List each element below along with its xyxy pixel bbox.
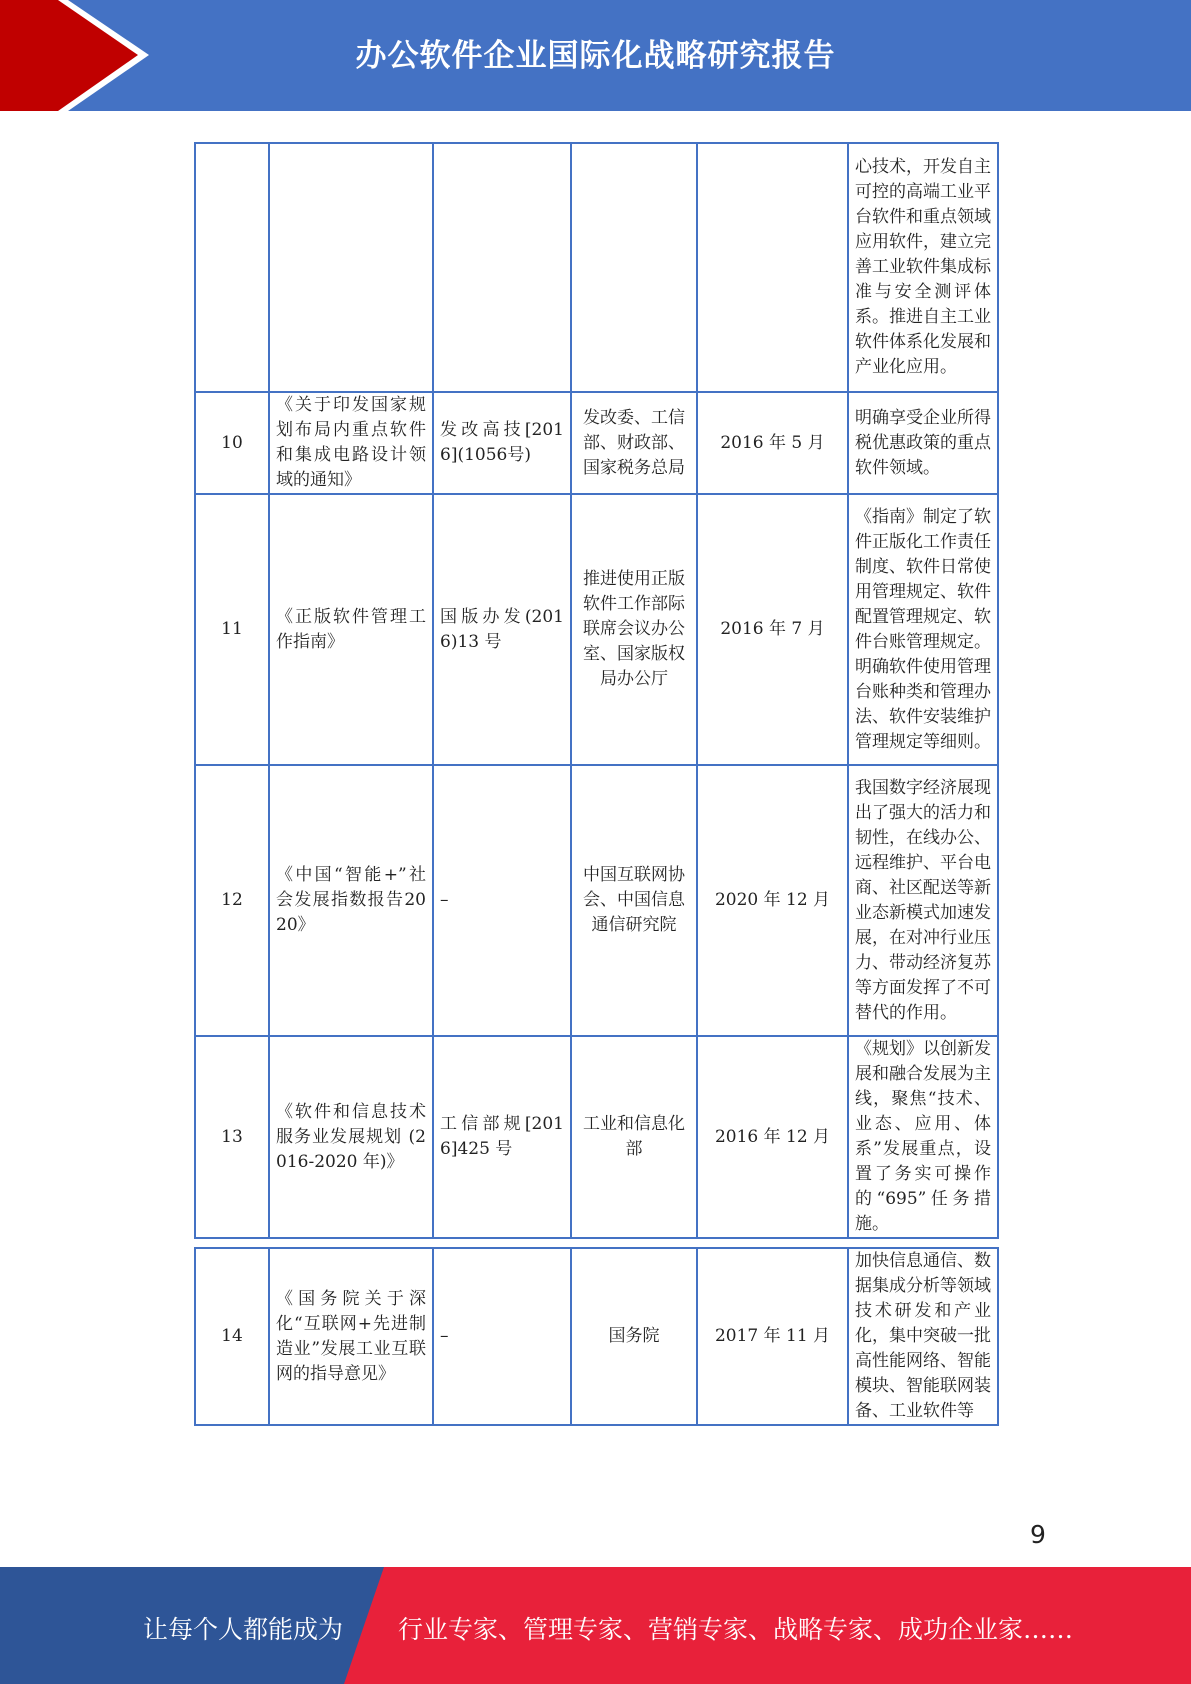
row-number: 13 <box>195 1036 269 1238</box>
issue-date: 2017 年 11 月 <box>697 1248 848 1425</box>
table-row <box>195 392 998 494</box>
policy-name <box>269 143 433 392</box>
table-row <box>195 143 998 392</box>
document-number: 发改高技[2016](1056号) <box>433 392 571 494</box>
document-number <box>433 143 571 392</box>
document-number: 国版办发(2016)13 号 <box>433 494 571 765</box>
table-row <box>195 765 998 1036</box>
issuing-agency: 国务院 <box>571 1248 697 1425</box>
policy-name: 《关于印发国家规划布局内重点软件和集成电路设计领域的通知》 <box>269 392 433 494</box>
report-title: 办公软件企业国际化战略研究报告 <box>355 38 836 74</box>
policy-name: 《国务院关于深化“互联网+先进制造业”发展工业互联网的指导意见》 <box>269 1248 433 1425</box>
document-number: – <box>433 1248 571 1425</box>
page-header <box>0 0 1191 111</box>
policy-table-continued <box>194 1247 999 1426</box>
table-row <box>195 1248 998 1425</box>
policy-name: 《正版软件管理工作指南》 <box>269 494 433 765</box>
footer-slogan-right: 行业专家、管理专家、营销专家、战略专家、成功企业家…… <box>398 1615 1074 1644</box>
policy-table <box>194 142 999 1239</box>
footer-slogan-left: 让每个人都能成为 <box>143 1615 344 1644</box>
policy-summary: 明确享受企业所得税优惠政策的重点软件领域。 <box>848 392 998 494</box>
policy-summary: 我国数字经济展现出了强大的活力和韧性，在线办公、远程维护、平台电商、社区配送等新业态新模式加速发展，在对冲行业压力、带动经济复苏等方面发挥了不可替代的作用。 <box>848 765 998 1036</box>
row-number <box>195 143 269 392</box>
row-number: 10 <box>195 392 269 494</box>
policy-summary: 心技术，开发自主可控的高端工业平台软件和重点领域应用软件，建立完善工业软件集成标准与安全测评体系。推进自主工业软件体系化发展和产业化应用。 <box>848 143 998 392</box>
issuing-agency <box>571 143 697 392</box>
issuing-agency: 推进使用正版软件工作部际联席会议办公室、国家版权局办公厅 <box>571 494 697 765</box>
issue-date: 2016 年 7 月 <box>697 494 848 765</box>
policy-name: 《软件和信息技术服务业发展规划 (2016-2020 年)》 <box>269 1036 433 1238</box>
row-number: 12 <box>195 765 269 1036</box>
page-footer <box>0 1567 1191 1684</box>
issuing-agency: 工业和信息化部 <box>571 1036 697 1238</box>
issuing-agency: 中国互联网协会、中国信息通信研究院 <box>571 765 697 1036</box>
table-row <box>195 1036 998 1238</box>
policy-summary: 《规划》以创新发展和融合发展为主线，聚焦“技术、业态、应用、体系”发展重点，设置了务实可操作的“695”任务措施。 <box>848 1036 998 1238</box>
policy-summary: 加快信息通信、数据集成分析等领域技术研发和产业化，集中突破一批高性能网络、智能模块、智能联网装备、工业软件等 <box>848 1248 998 1425</box>
row-number: 11 <box>195 494 269 765</box>
issue-date: 2016 年 5 月 <box>697 392 848 494</box>
policy-summary: 《指南》制定了软件正版化工作责任制度、软件日常使用管理规定、软件配置管理规定、软件台账管理规定。明确软件使用管理台账种类和管理办法、软件安装维护管理规定等细则。 <box>848 494 998 765</box>
document-number: – <box>433 765 571 1036</box>
issue-date: 2020 年 12 月 <box>697 765 848 1036</box>
issue-date <box>697 143 848 392</box>
row-number: 14 <box>195 1248 269 1425</box>
issue-date: 2016 年 12 月 <box>697 1036 848 1238</box>
document-number: 工信部规[2016]425 号 <box>433 1036 571 1238</box>
issuing-agency: 发改委、工信部、财政部、国家税务总局 <box>571 392 697 494</box>
policy-name: 《中国“智能+”社会发展指数报告2020》 <box>269 765 433 1036</box>
page-number: 9 <box>1030 1520 1046 1549</box>
table-row <box>195 494 998 765</box>
